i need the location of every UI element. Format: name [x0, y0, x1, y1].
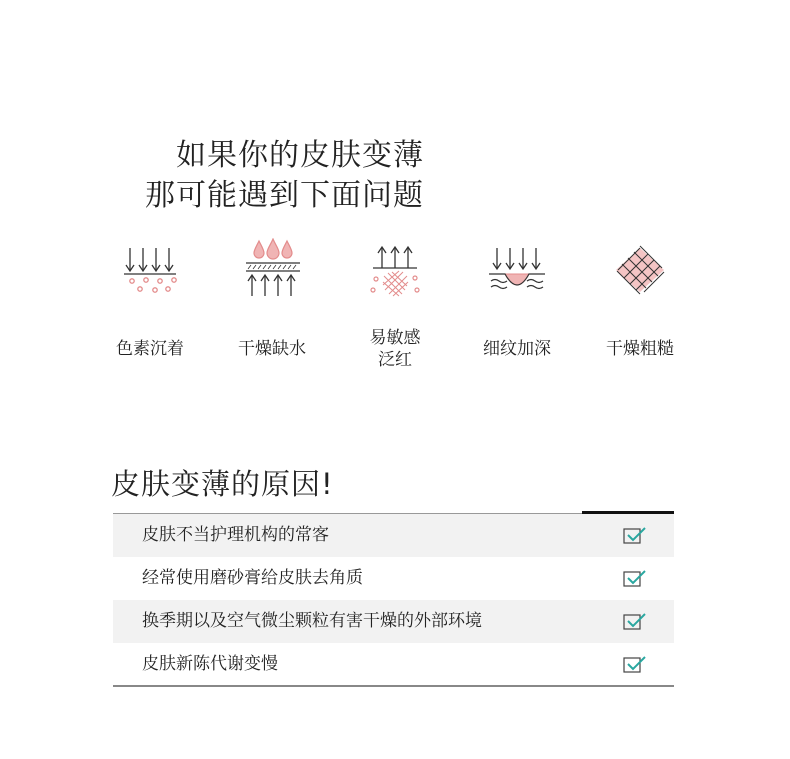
rough-dry-icon — [600, 238, 680, 302]
problem-item-dehydration — [212, 238, 332, 359]
problem-label-sensitive-line1: 易敏感 — [369, 328, 421, 348]
checkbox-checked-icon — [623, 527, 647, 545]
pigmentation-icon — [110, 238, 190, 302]
reason-row — [113, 557, 674, 600]
problem-item-rough — [580, 238, 700, 359]
headline-line-2: 那可能遇到下面问题 — [145, 178, 424, 213]
problem-icons — [0, 238, 790, 388]
headline-line-1: 如果你的皮肤变薄 — [176, 138, 424, 173]
problem-item-sensitive — [335, 238, 455, 370]
dehydration-icon — [232, 238, 312, 302]
fine-lines-icon — [477, 238, 557, 302]
reason-row — [113, 643, 674, 686]
reasons-list — [113, 514, 674, 686]
checkbox-checked-icon — [623, 570, 647, 588]
problem-label-fine-lines: 细纹加深 — [483, 339, 551, 359]
reason-text: 皮肤不当护理机构的常客 — [142, 525, 329, 545]
headline — [100, 136, 424, 216]
reason-text: 换季期以及空气微尘颗粒有害干燥的外部环境 — [142, 611, 482, 631]
problem-label-rough: 干燥粗糙 — [606, 339, 674, 359]
problem-label-dehydration: 干燥缺水 — [238, 339, 306, 359]
problem-label-pigmentation: 色素沉着 — [116, 339, 184, 359]
reasons-title: 皮肤变薄的原因! — [111, 467, 334, 501]
reason-text: 经常使用磨砂膏给皮肤去角质 — [142, 568, 363, 588]
checkbox-checked-icon — [623, 656, 647, 674]
reason-row — [113, 600, 674, 643]
problem-item-fine-lines — [457, 238, 577, 359]
reason-text: 皮肤新陈代谢变慢 — [142, 654, 278, 674]
reason-row — [113, 514, 674, 557]
problem-label-sensitive — [335, 327, 455, 371]
sensitive-redness-icon — [355, 238, 435, 302]
checkbox-checked-icon — [623, 613, 647, 631]
table-bottom-divider — [113, 685, 674, 687]
problem-item-pigmentation — [90, 238, 210, 359]
problem-label-sensitive-line2: 泛红 — [378, 350, 412, 370]
